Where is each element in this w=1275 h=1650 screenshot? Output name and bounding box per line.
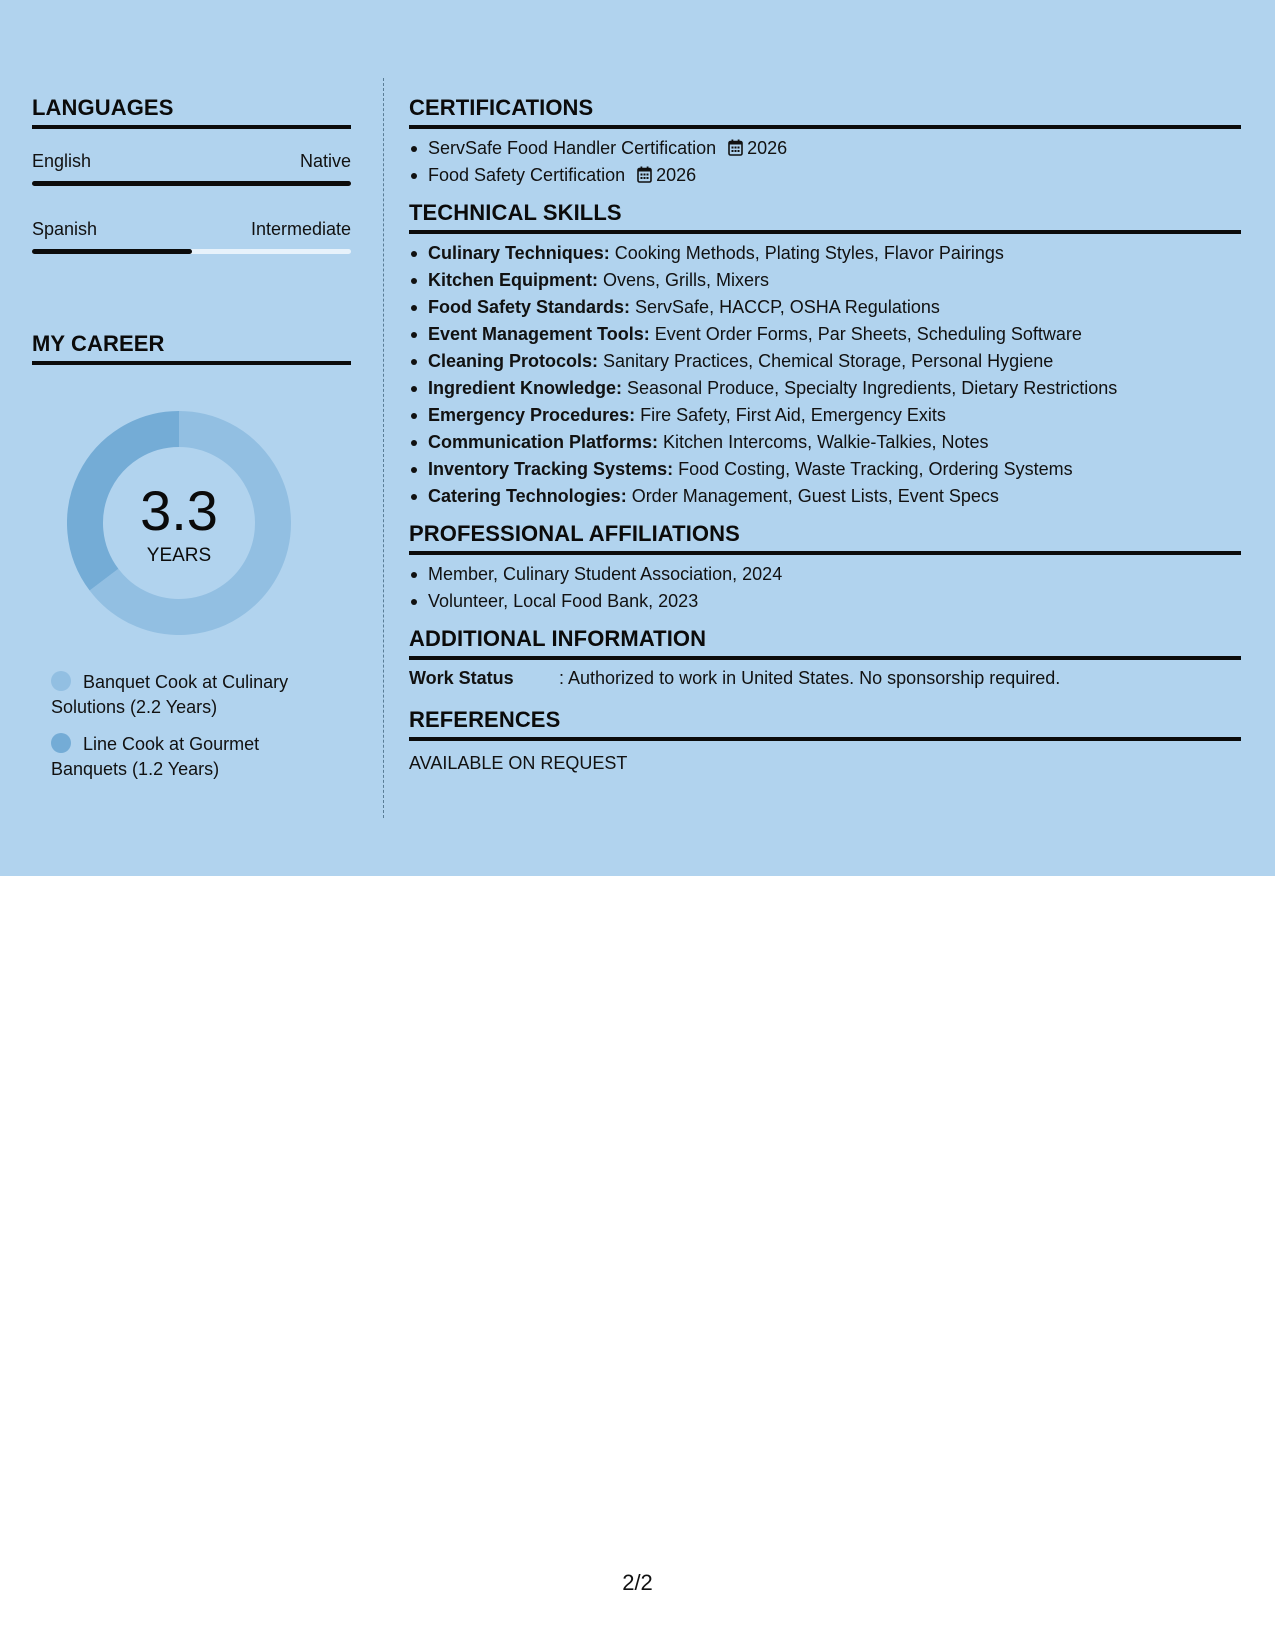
references-section bbox=[409, 706, 1241, 775]
references-text: AVAILABLE ON REQUEST bbox=[409, 753, 628, 773]
work-status-label: Work Status bbox=[409, 668, 514, 688]
affiliation-item: Volunteer, Local Food Bank, 2023 bbox=[409, 588, 1241, 615]
career-legend-item bbox=[51, 670, 331, 720]
skill-value: Ovens, Grills, Mixers bbox=[598, 270, 770, 290]
skill-label: Catering Technologies: bbox=[428, 486, 627, 506]
affiliations-heading: PROFESSIONAL AFFILIATIONS bbox=[409, 521, 740, 546]
additional-info-section bbox=[409, 625, 1241, 690]
skill-item bbox=[409, 240, 1241, 267]
skill-item bbox=[409, 375, 1241, 402]
skill-value: Kitchen Intercoms, Walkie-Talkies, Notes bbox=[658, 432, 989, 452]
skill-label: Inventory Tracking Systems: bbox=[428, 459, 674, 479]
languages-section bbox=[32, 94, 351, 254]
career-heading: MY CAREER bbox=[32, 331, 165, 356]
certification-item bbox=[409, 162, 1241, 189]
certifications-list bbox=[409, 135, 1241, 189]
skill-label: Emergency Procedures: bbox=[428, 405, 636, 425]
certification-year: 2026 bbox=[656, 165, 697, 185]
skill-label: Communication Platforms: bbox=[428, 432, 659, 452]
certification-name: Food Safety Certification bbox=[428, 165, 626, 185]
calendar-icon bbox=[728, 139, 743, 156]
career-legend-label: Banquet Cook at Culinary Solutions (2.2 Years) bbox=[51, 672, 289, 717]
skill-value: ServSafe, HACCP, OSHA Regulations bbox=[630, 297, 940, 317]
skill-item bbox=[409, 267, 1241, 294]
work-status-row bbox=[409, 666, 1241, 690]
skill-value: Event Order Forms, Par Sheets, Scheduling Software bbox=[649, 324, 1082, 344]
skill-label: Food Safety Standards: bbox=[428, 297, 631, 317]
certifications-heading-rule bbox=[409, 125, 1241, 129]
column-divider bbox=[383, 78, 384, 818]
career-total-value: 3.3 bbox=[140, 479, 218, 542]
right-column bbox=[409, 94, 1241, 775]
career-total-unit: YEARS bbox=[146, 545, 212, 566]
skill-label: Event Management Tools: bbox=[428, 324, 650, 344]
language-proficiency-bar bbox=[32, 181, 351, 186]
skill-item bbox=[409, 429, 1241, 456]
skill-value: Order Management, Guest Lists, Event Specs bbox=[626, 486, 999, 506]
language-proficiency-bar bbox=[32, 249, 351, 254]
skill-item bbox=[409, 456, 1241, 483]
skill-label: Culinary Techniques: bbox=[428, 243, 610, 263]
affiliations-section bbox=[409, 520, 1241, 615]
references-heading: REFERENCES bbox=[409, 707, 561, 732]
technical-skills-section bbox=[409, 199, 1241, 510]
language-level: Intermediate bbox=[250, 219, 351, 239]
additional-info-heading-rule bbox=[409, 656, 1241, 660]
career-legend-label: Line Cook at Gourmet Banquets (1.2 Years) bbox=[51, 734, 260, 779]
page-number: 2/2 bbox=[622, 1570, 653, 1595]
career-section bbox=[32, 330, 351, 782]
certifications-heading: CERTIFICATIONS bbox=[409, 95, 594, 120]
certification-year: 2026 bbox=[747, 138, 788, 158]
career-heading-rule bbox=[32, 361, 351, 365]
language-name: English bbox=[32, 151, 92, 171]
skill-value: Seasonal Produce, Specialty Ingredients, Dietary Restrictions bbox=[622, 378, 1118, 398]
skill-item bbox=[409, 348, 1241, 375]
language-name: Spanish bbox=[32, 219, 98, 239]
technical-skills-heading: TECHNICAL SKILLS bbox=[409, 200, 622, 225]
language-proficiency-fill bbox=[32, 249, 192, 254]
affiliation-item: Member, Culinary Student Association, 2024 bbox=[409, 561, 1241, 588]
calendar-icon bbox=[637, 166, 652, 183]
skill-value: Food Costing, Waste Tracking, Ordering Systems bbox=[673, 459, 1073, 479]
career-donut-chart bbox=[67, 411, 291, 635]
left-column bbox=[32, 94, 351, 794]
affiliations-list bbox=[409, 561, 1241, 615]
skill-item bbox=[409, 483, 1241, 510]
legend-dot-icon bbox=[51, 671, 71, 691]
skill-value: Cooking Methods, Plating Styles, Flavor Pairings bbox=[609, 243, 1004, 263]
work-status-value: : Authorized to work in United States. No sponsorship required. bbox=[559, 668, 1061, 688]
skill-item bbox=[409, 294, 1241, 321]
certification-name: ServSafe Food Handler Certification bbox=[428, 138, 717, 158]
skill-item bbox=[409, 321, 1241, 348]
skill-item bbox=[409, 402, 1241, 429]
language-proficiency-fill bbox=[32, 181, 351, 186]
skill-label: Kitchen Equipment: bbox=[428, 270, 598, 290]
languages-heading-rule bbox=[32, 125, 351, 129]
legend-dot-icon bbox=[51, 733, 71, 753]
skill-value: Sanitary Practices, Chemical Storage, Personal Hygiene bbox=[598, 351, 1054, 371]
career-legend bbox=[51, 670, 331, 782]
languages-heading: LANGUAGES bbox=[32, 95, 174, 120]
skill-value: Fire Safety, First Aid, Emergency Exits bbox=[635, 405, 946, 425]
skill-label: Ingredient Knowledge: bbox=[428, 378, 623, 398]
references-heading-rule bbox=[409, 737, 1241, 741]
technical-skills-heading-rule bbox=[409, 230, 1241, 234]
career-legend-item bbox=[51, 732, 331, 782]
language-item bbox=[32, 218, 351, 254]
language-level: Native bbox=[299, 151, 351, 171]
affiliations-heading-rule bbox=[409, 551, 1241, 555]
additional-info-heading: ADDITIONAL INFORMATION bbox=[409, 626, 707, 651]
skill-label: Cleaning Protocols: bbox=[428, 351, 599, 371]
certification-item bbox=[409, 135, 1241, 162]
certifications-section bbox=[409, 94, 1241, 189]
technical-skills-list bbox=[409, 240, 1241, 510]
language-item bbox=[32, 150, 351, 186]
